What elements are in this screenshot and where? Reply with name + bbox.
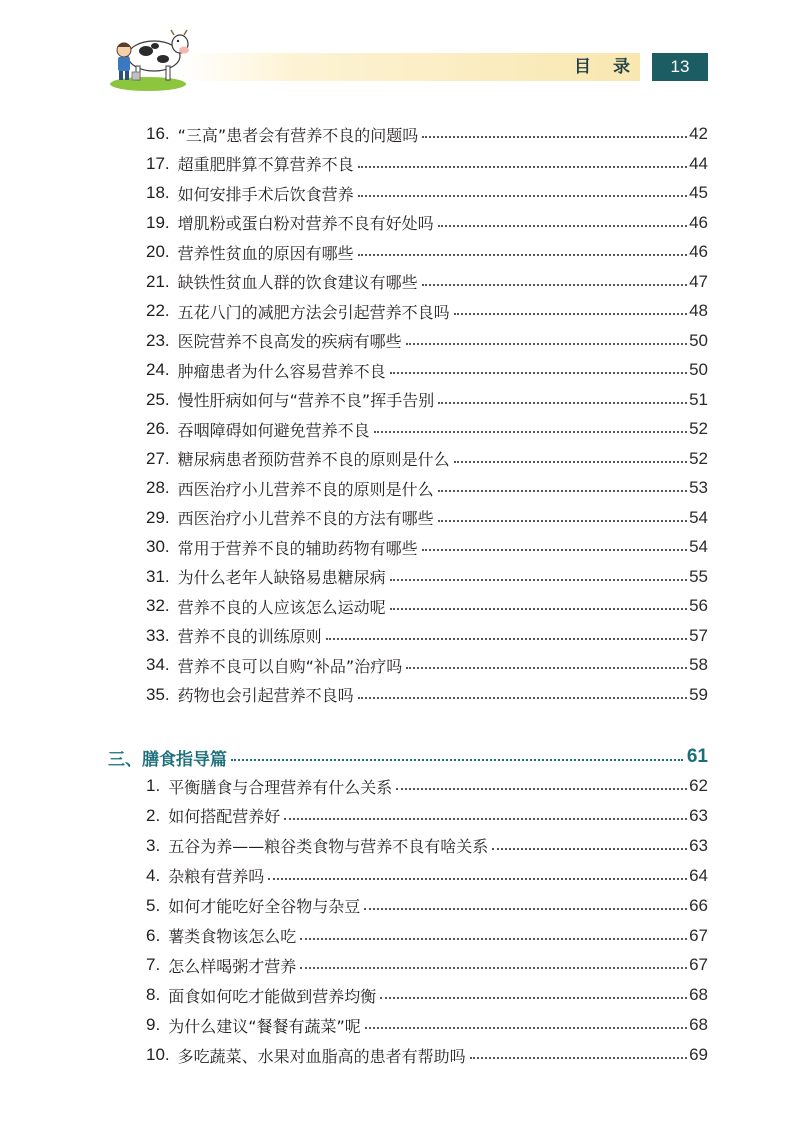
entry-title: 杂粮有营养吗 bbox=[168, 867, 265, 887]
entry-page: 50 bbox=[689, 330, 708, 350]
dot-leader bbox=[364, 908, 687, 910]
dot-leader bbox=[358, 166, 687, 168]
dot-leader bbox=[422, 136, 687, 138]
dot-leader bbox=[390, 579, 687, 581]
toc-entry[interactable] bbox=[146, 980, 708, 1010]
dot-leader bbox=[390, 372, 687, 374]
toc-entry[interactable] bbox=[146, 1040, 708, 1070]
entry-page: 54 bbox=[689, 537, 708, 556]
entry-number: 32. bbox=[146, 596, 170, 615]
entry-page: 68 bbox=[689, 1015, 708, 1035]
toc-entry[interactable] bbox=[146, 355, 708, 385]
entry-title: 薯类食物该怎么吃 bbox=[168, 927, 297, 946]
dot-leader bbox=[492, 848, 687, 850]
entry-number: 21. bbox=[146, 271, 170, 291]
toc-entry[interactable] bbox=[146, 861, 708, 891]
entry-page: 51 bbox=[689, 389, 708, 409]
entry-number: 33. bbox=[146, 625, 170, 645]
toc-entry[interactable] bbox=[146, 891, 708, 921]
section-heading[interactable] bbox=[108, 741, 708, 773]
entry-title: 营养性贫血的原因有哪些 bbox=[177, 243, 354, 263]
entry-title: 糖尿病患者预防营养不良的原则是什么 bbox=[177, 450, 450, 469]
entry-number: 31. bbox=[146, 566, 170, 586]
dot-leader bbox=[284, 818, 687, 820]
entry-page: 66 bbox=[689, 895, 708, 915]
entry-number: 24. bbox=[146, 360, 170, 379]
entry-number: 9. bbox=[146, 1015, 161, 1035]
entry-number: 17. bbox=[146, 153, 170, 173]
toc-entry[interactable] bbox=[146, 921, 708, 951]
page-number: 13 bbox=[652, 53, 708, 81]
dot-leader bbox=[268, 878, 687, 880]
entry-page: 47 bbox=[689, 271, 708, 291]
entry-number: 10. bbox=[146, 1045, 170, 1065]
dot-leader bbox=[358, 195, 687, 197]
entry-title: 如何才能吃好全谷物与杂豆 bbox=[168, 897, 361, 917]
dot-leader bbox=[422, 284, 687, 286]
entry-title: 营养不良的训练原则 bbox=[177, 627, 322, 646]
toc-entry[interactable] bbox=[146, 385, 708, 415]
dot-leader bbox=[422, 549, 687, 551]
toc-entry[interactable] bbox=[146, 771, 708, 801]
toc-entry[interactable] bbox=[146, 473, 708, 503]
entry-number: 30. bbox=[146, 537, 170, 556]
entry-number: 2. bbox=[146, 805, 161, 825]
toc-entry[interactable] bbox=[146, 1010, 708, 1040]
entry-number: 28. bbox=[146, 478, 170, 497]
entry-page: 53 bbox=[689, 478, 708, 497]
entry-number: 4. bbox=[146, 865, 161, 885]
entry-number: 3. bbox=[146, 835, 161, 855]
toc-entry[interactable] bbox=[146, 503, 708, 533]
entry-page: 42 bbox=[689, 124, 708, 143]
entry-number: 23. bbox=[146, 330, 170, 350]
toc-entry[interactable] bbox=[146, 178, 708, 208]
toc-entry[interactable] bbox=[146, 950, 708, 980]
entry-title: 慢性肝病如何与“营养不良”挥手告别 bbox=[177, 391, 435, 410]
entry-number: 18. bbox=[146, 183, 170, 202]
entry-page: 56 bbox=[689, 596, 708, 615]
entry-page: 63 bbox=[689, 805, 708, 825]
toc-entry[interactable] bbox=[146, 680, 708, 710]
entry-title: 西医治疗小儿营养不良的原则是什么 bbox=[177, 479, 434, 499]
entry-number: 26. bbox=[146, 419, 170, 438]
entry-title: 五谷为养——粮谷类食物与营养不良有啥关系 bbox=[168, 837, 489, 857]
entry-title: 超重肥胖算不算营养不良 bbox=[177, 155, 354, 174]
toc-entry[interactable] bbox=[146, 267, 708, 297]
entry-title: 缺铁性贫血人群的饮食建议有哪些 bbox=[177, 273, 418, 292]
entry-number: 5. bbox=[146, 895, 161, 915]
toc-entry[interactable] bbox=[146, 650, 708, 680]
entry-title: 吞咽障碍如何避免营养不良 bbox=[177, 420, 370, 440]
entry-number: 20. bbox=[146, 242, 170, 261]
entry-page: 69 bbox=[689, 1045, 708, 1065]
entry-number: 6. bbox=[146, 925, 161, 945]
entry-title: “三高”患者会有营养不良的问题吗 bbox=[177, 125, 419, 145]
toc-entry[interactable] bbox=[146, 119, 708, 149]
dot-leader bbox=[300, 938, 687, 940]
entry-page: 55 bbox=[689, 566, 708, 586]
entry-page: 45 bbox=[689, 183, 708, 202]
dot-leader bbox=[358, 697, 687, 699]
entry-page: 52 bbox=[689, 419, 708, 438]
entry-page: 68 bbox=[689, 985, 708, 1005]
entry-page: 44 bbox=[689, 153, 708, 173]
toc-entry[interactable] bbox=[146, 296, 708, 326]
entry-title: 为什么老年人缺铬易患糖尿病 bbox=[177, 568, 386, 587]
entry-page: 50 bbox=[689, 360, 708, 379]
toc-entry[interactable] bbox=[146, 149, 708, 179]
entry-page: 52 bbox=[689, 448, 708, 468]
toc-entry[interactable] bbox=[146, 831, 708, 861]
entry-page: 59 bbox=[689, 684, 708, 704]
entry-page: 46 bbox=[689, 242, 708, 261]
entry-number: 27. bbox=[146, 448, 170, 468]
entry-number: 25. bbox=[146, 389, 170, 409]
toc-entry[interactable] bbox=[146, 414, 708, 444]
dot-leader bbox=[390, 608, 687, 610]
dot-leader bbox=[300, 967, 687, 969]
entry-page: 57 bbox=[689, 625, 708, 645]
toc-entry[interactable] bbox=[146, 591, 708, 621]
entry-title: 药物也会引起营养不良吗 bbox=[177, 686, 354, 705]
entry-page: 64 bbox=[689, 865, 708, 885]
entry-title: 如何搭配营养好 bbox=[168, 807, 281, 827]
entry-page: 48 bbox=[689, 301, 708, 320]
entry-number: 29. bbox=[146, 507, 170, 527]
dot-leader bbox=[374, 431, 687, 433]
dot-leader bbox=[454, 461, 687, 463]
dot-leader bbox=[380, 997, 687, 999]
entry-title: 平衡膳食与合理营养有什么关系 bbox=[168, 777, 393, 797]
entry-title: 怎么样喝粥才营养 bbox=[168, 956, 297, 976]
dot-leader bbox=[438, 490, 687, 492]
entry-title: 医院营养不良高发的疾病有哪些 bbox=[177, 332, 402, 351]
entry-title: 西医治疗小儿营养不良的方法有哪些 bbox=[177, 509, 434, 528]
entry-page: 62 bbox=[689, 776, 708, 795]
entry-number: 35. bbox=[146, 684, 170, 704]
entry-title: 营养不良可以自购“补品”治疗吗 bbox=[177, 656, 403, 676]
entry-title: 为什么建议“餐餐有蔬菜”呢 bbox=[168, 1016, 361, 1036]
entry-title: 如何安排手术后饮食营养 bbox=[177, 184, 354, 204]
entry-number: 1. bbox=[146, 776, 161, 795]
entry-title: 营养不良的人应该怎么运动呢 bbox=[177, 597, 386, 617]
entry-number: 8. bbox=[146, 985, 161, 1005]
entry-number: 7. bbox=[146, 955, 161, 975]
entry-page: 67 bbox=[689, 925, 708, 945]
dot-leader bbox=[358, 254, 687, 256]
entry-page: 63 bbox=[689, 835, 708, 855]
toc-entry[interactable] bbox=[146, 208, 708, 238]
entry-title: 多吃蔬菜、水果对血脂高的患者有帮助吗 bbox=[177, 1046, 466, 1066]
entry-page: 58 bbox=[689, 655, 708, 674]
dot-leader bbox=[470, 1057, 687, 1059]
dot-leader bbox=[396, 788, 687, 790]
section-title: 三、膳食指导篇 bbox=[108, 749, 227, 770]
dot-leader bbox=[231, 759, 683, 761]
toc-entry[interactable] bbox=[146, 326, 708, 356]
entry-number: 16. bbox=[146, 124, 170, 143]
entry-title: 五花八门的减肥方法会引起营养不良吗 bbox=[177, 302, 450, 322]
entry-number: 19. bbox=[146, 212, 170, 232]
toc-entry[interactable] bbox=[146, 562, 708, 592]
section-page: 61 bbox=[686, 746, 708, 767]
header-title: 目 录 bbox=[574, 57, 638, 77]
dot-leader bbox=[438, 225, 687, 227]
toc-entry[interactable] bbox=[146, 444, 708, 474]
toc-entry[interactable] bbox=[146, 621, 708, 651]
dot-leader bbox=[438, 520, 687, 522]
entry-title: 肿瘤患者为什么容易营养不良 bbox=[177, 361, 386, 381]
entry-title: 常用于营养不良的辅助药物有哪些 bbox=[177, 538, 418, 558]
entry-title: 增肌粉或蛋白粉对营养不良有好处吗 bbox=[177, 214, 434, 233]
dot-leader bbox=[438, 402, 687, 404]
toc-entry[interactable] bbox=[146, 237, 708, 267]
entry-page: 54 bbox=[689, 507, 708, 527]
toc-entry[interactable] bbox=[146, 532, 708, 562]
entry-page: 46 bbox=[689, 212, 708, 232]
dot-leader bbox=[406, 667, 687, 669]
entry-number: 22. bbox=[146, 301, 170, 320]
toc-entry[interactable] bbox=[146, 801, 708, 831]
dot-leader bbox=[454, 313, 687, 315]
entry-number: 34. bbox=[146, 655, 170, 674]
entry-title: 面食如何吃才能做到营养均衡 bbox=[168, 986, 377, 1006]
dot-leader bbox=[406, 343, 687, 345]
dot-leader bbox=[365, 1027, 687, 1029]
dot-leader bbox=[326, 638, 687, 640]
entry-page: 67 bbox=[689, 955, 708, 975]
